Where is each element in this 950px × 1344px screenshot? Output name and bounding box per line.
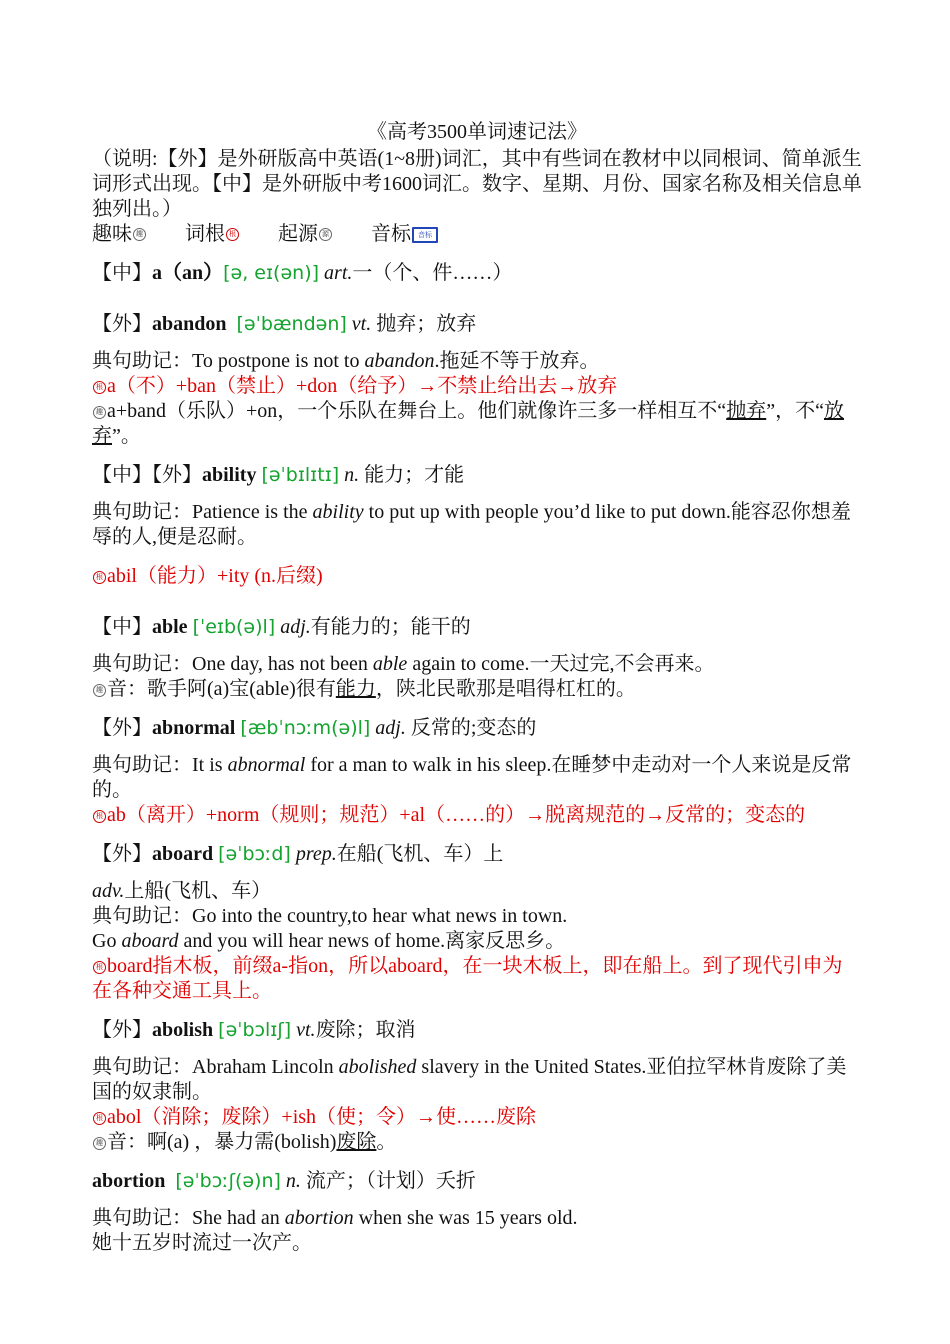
root-badge-icon: 根 [93, 961, 106, 974]
phonetic: [əˈbɔlɪʃ] [218, 1019, 292, 1041]
root-note: 根 abol（消除；废除）+ish（使；令）→使……废除 [92, 1105, 862, 1130]
legend-root: 词根 根 [185, 222, 240, 247]
entry-abnormal-head: 【外】abnormal [æbˈnɔːm(ə)l] adj. 反常的;变态的 [92, 717, 537, 739]
phonetic: [əˈbɔːd] [218, 843, 291, 865]
example-sentence: 典句助记：Patience is the ability to put up with people you’d like to put down.能容忍你想羞辱的人,便是忍耐。 [92, 501, 851, 548]
legend-origin: 起源 源 [278, 222, 333, 247]
fun-note: 趣 音：歌手阿(a)宝(able)很有能力，陕北民歌那是唱得杠杠的。 [92, 677, 862, 702]
phonetic: [æbˈnɔːm(ə)l] [240, 717, 371, 739]
phonetic-badge-icon: 音标 [412, 227, 438, 243]
root-badge-icon: 根 [93, 810, 106, 823]
root-note: 根 a（不）+ban（禁止）+don（给予）→不禁止给出去→放弃 [92, 374, 862, 399]
origin-badge-icon: 源 [319, 228, 332, 241]
entry-abandon-head: 【外】abandon [əˈbændən] vt. 抛弃；放弃 [92, 313, 477, 335]
example-translation: 她十五岁时流过一次产。 [92, 1232, 312, 1254]
headword: abandon [152, 313, 227, 335]
headword: abnormal [152, 717, 236, 739]
entry-ability-head: 【中】【外】ability [əˈbɪlɪtɪ] n. 能力；才能 [92, 464, 465, 486]
fun-note: 趣 音：啊(a) ，暴力需(bolish)废除。 [92, 1130, 862, 1155]
root-note: 根 abil（能力）+ity (n.后缀) [92, 564, 862, 589]
headword: abortion [92, 1170, 166, 1192]
legend-fun: 趣味 趣 [92, 222, 147, 247]
phonetic: [ˈeɪb(ə)l] [192, 616, 276, 638]
entry-abolish-head: 【外】abolish [əˈbɔlɪʃ] vt.废除；取消 [92, 1019, 416, 1041]
headword: able [152, 616, 188, 638]
headword: aboard [152, 843, 214, 865]
example-sentence: 典句助记：To postpone is not to abandon.拖延不等于放弃。 [92, 350, 600, 372]
root-note: 根 ab（离开）+norm（规则；规范）+al（……的）→脱离规范的→反常的；变态的 [92, 803, 862, 828]
entry-a-head: 【中】a（an）[ə, eɪ(ən)] art.一（个、件……） [92, 262, 513, 284]
root-badge-icon: 根 [226, 228, 239, 241]
headword: abolish [152, 1019, 214, 1041]
phonetic: [ə, eɪ(ən)] [223, 262, 320, 284]
phonetic: [əˈbɔːʃ(ə)n] [175, 1170, 281, 1192]
intro-note: （说明:【外】是外研版高中英语(1~8册)词汇，其中有些词在教材中以同根词、简单派生词形式出现。【中】是外研版中考1600词汇。数字、星期、月份、国家名称及相关信息单独列出。） [92, 148, 862, 220]
fun-badge-icon: 趣 [93, 684, 106, 697]
example-sentence: 典句助记：She had an abortion when she was 15 years old. [92, 1207, 578, 1229]
phonetic: [əˈbɪlɪtɪ] [261, 464, 340, 486]
root-badge-icon: 根 [93, 571, 106, 584]
example-sentence: 典句助记：One day, has not been able again to come.一天过完,不会再来。 [92, 653, 715, 675]
example-sentence: Go aboard and you will hear news of home.离家反思乡。 [92, 930, 566, 952]
root-badge-icon: 根 [93, 1112, 106, 1125]
adverb-sense: adv.上船(飞机、车） [92, 880, 272, 902]
headword: a（an） [152, 262, 224, 284]
example-sentence: 典句助记：Abraham Lincoln abolished slavery in the United States.亚伯拉罕林肯废除了美国的奴隶制。 [92, 1056, 847, 1103]
headword: ability [202, 464, 257, 486]
fun-badge-icon: 趣 [93, 406, 106, 419]
example-sentence: 典句助记：Go into the country,to hear what news in town. [92, 905, 568, 927]
phonetic: [əˈbændən] [236, 313, 347, 335]
fun-badge-icon: 趣 [93, 1137, 106, 1150]
fun-badge-icon: 趣 [133, 228, 146, 241]
root-note: 根 board指木板，前缀a-指on，所以aboard，在一块木板上，即在船上。到了现代引申为在各种交通工具上。 [92, 955, 843, 1002]
legend-phonetic: 音标 音标 [371, 222, 439, 247]
legend [92, 222, 862, 247]
entry-able-head: 【中】able [ˈeɪb(ə)l] adj.有能力的；能干的 [92, 616, 471, 638]
root-badge-icon: 根 [93, 381, 106, 394]
document-page [92, 120, 862, 1256]
entry-abortion-head: abortion [əˈbɔːʃ(ə)n] n. 流产；（计划）夭折 [92, 1170, 476, 1192]
fun-note: 趣 a+band（乐队）+on，一个乐队在舞台上。他们就像许三多一样相互不“抛弃”，不“放弃”。 [92, 400, 844, 447]
document-title: 《高考3500单词速记法》 [367, 121, 587, 143]
example-sentence: 典句助记：It is abnormal for a man to walk in his sleep.在睡梦中走动对一个人来说是反常的。 [92, 754, 852, 801]
entry-aboard-head: 【外】aboard [əˈbɔːd] prep.在船(飞机、车）上 [92, 843, 504, 865]
